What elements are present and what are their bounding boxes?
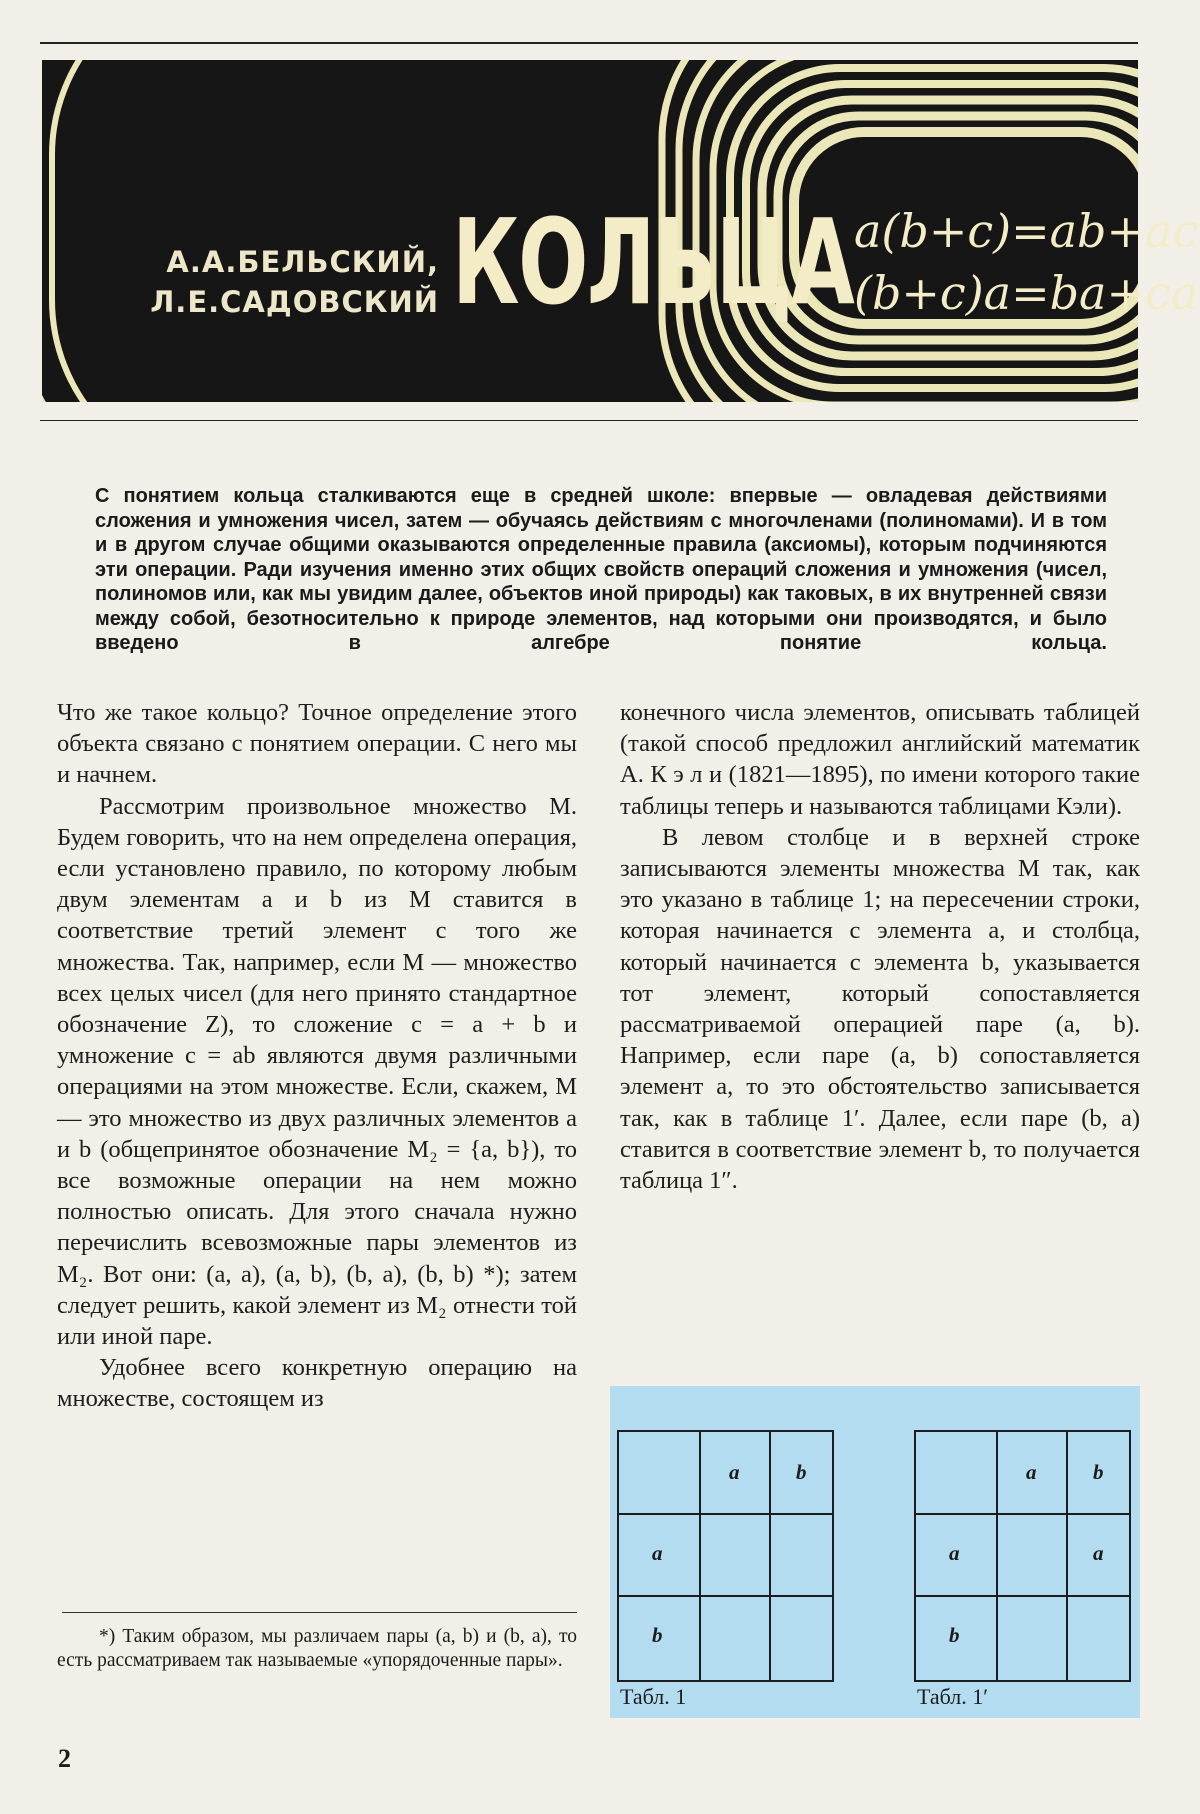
table1prime-row-a: a <box>949 1541 960 1565</box>
paragraph: конечного числа элементов, описывать таблицей (такой способ предложил английский математик А. К э л и (1821—1895), по имени которого такие таблицы теперь и называются таблицами Кэли). <box>620 699 1140 820</box>
article-title: КОЛЬЦА <box>452 193 854 331</box>
paragraph: Рассмотрим произвольное множество M. Будем говорить, что на нем определена операция, если установлено правило, по которому любым двум элементам a и b из M ставится в соответствие третий элемент c того же множества. Так, например, если M — множество всех целых чисел (для него принято стандартное обозначение Z), то сложение c = a + b и умножение c = ab являются двумя различными операциями на этом множестве. Если, скажем, M — это множество из двух различных элементов a и b (общепринятое обозначение M₂ = {a, b}), то все возможные операции на нем можно полностью описать. Для этого сначала нужно перечислить всевозможные пары элементов из M₂. Вот они: (a, a), (a, b), (b, a), (b, b) *); затем следует решить, какой элемент из M₂ отнести той или иной паре. <box>57 792 577 1351</box>
formula-left-distributive: a(b+c)=ab+ac <box>854 204 1199 258</box>
distributive-formulas <box>854 200 1199 324</box>
abstract: С понятием кольца сталкиваются еще в средней школе: впервые — овладевая действиями сложения и умножения чисел, затем — обучаясь действиям с многочленами (полиномами). И в том и в другом случае общими оказываются определенные правила (аксиомы), которым подчиняются эти операции. Ради изучения именно этих общих свойств операций сложения и умножения (чисел, полиномов или, как мы увидим далее, объектов иной природы) как таковых, в их внутренней связи между собой, безотносительно к природе элементов, над которыми они производятся, и было введено в алгебре понятие кольца. <box>95 485 1107 654</box>
cayley-table-1 <box>610 1386 1140 1718</box>
page-number: 2 <box>58 1744 71 1773</box>
left-column <box>57 697 577 1415</box>
table1-header-a: a <box>729 1460 740 1484</box>
banner-bottom-rule <box>40 420 1138 421</box>
author-2: Л.Е.САДОВСКИЙ <box>150 285 439 319</box>
right-column <box>620 697 1140 1196</box>
author-1: А.А.БЕЛЬСКИЙ, <box>166 245 439 279</box>
formula-right-distributive: (b+c)a=ba+ca <box>854 266 1199 320</box>
table1prime-row-b: b <box>949 1623 960 1647</box>
footnote: *) Таким образом, мы различаем пары (a, b) и (b, a), то есть рассматриваем так называемые «упорядоченные пары». <box>57 1626 577 1671</box>
table1prime-header-a: a <box>1026 1460 1037 1484</box>
table1prime-entry-ab: a <box>1093 1541 1104 1565</box>
paragraph: В левом столбце и в верхней строке записываются элементы множества M так, как это указано в таблице 1; на пересечении строки, которая начинается с элемента a, и столбца, который начинается с элемента b, указывается тот элемент, который сопоставляется рассматриваемой операцией паре (a, b). Например, если паре (a, b) сопоставляется элемент a, то это обстоятельство записывается так, как в таблице 1′. Далее, если паре (b, a) ставится в соответствие элемент b, то получается таблица 1″. <box>620 823 1140 1195</box>
table1-header-b: b <box>796 1460 807 1484</box>
table1prime-caption: Табл. 1′ <box>917 1684 989 1709</box>
paragraph: Удобнее всего конкретную операцию на множестве, состоящем из <box>57 1354 577 1413</box>
table1-caption: Табл. 1 <box>620 1684 687 1709</box>
authors <box>94 242 439 322</box>
cayley-tables-figure <box>610 1386 1140 1718</box>
table1prime-header-b: b <box>1093 1460 1104 1484</box>
title-banner <box>42 60 1199 402</box>
footnote-rule <box>62 1612 577 1613</box>
table1-row-b: b <box>652 1623 663 1647</box>
table1-row-a: a <box>652 1541 663 1565</box>
paragraph: Что же такое кольцо? Точное определение этого объекта связано с понятием операции. С него мы и начнем. <box>57 699 577 789</box>
top-rule <box>40 42 1138 44</box>
